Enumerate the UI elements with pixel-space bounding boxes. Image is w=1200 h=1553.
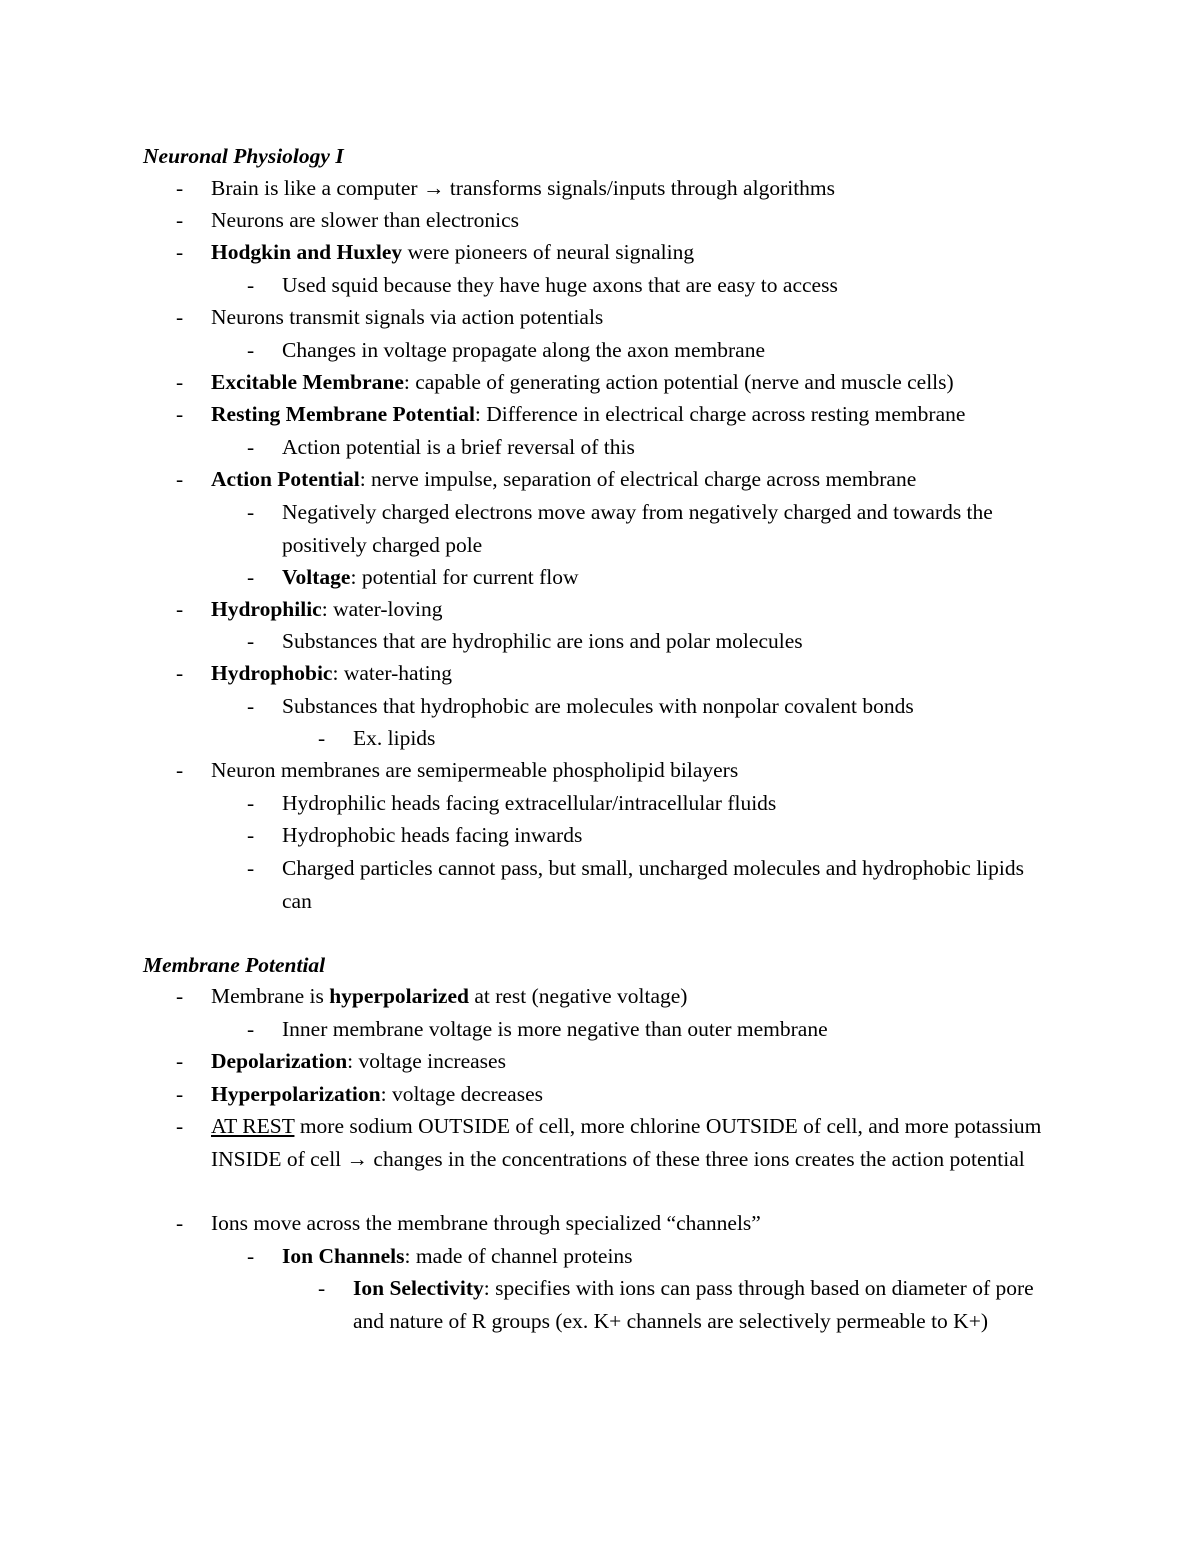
list-item-text: Voltage: potential for current flow bbox=[282, 565, 579, 589]
bullet-dash: - bbox=[247, 791, 255, 815]
bold-term: Hydrophilic bbox=[211, 597, 322, 621]
list-item-text: Ion Selectivity: specifies with ions can pass through based on diameter of pore and nature of R groups (ex. K+ channels are selectively permeable to K+) bbox=[353, 1276, 1034, 1333]
list-item-text: Membrane is hyperpolarized at rest (negative voltage) bbox=[211, 984, 688, 1008]
bullet-dash: - bbox=[176, 305, 184, 329]
bold-term: Ion Channels bbox=[282, 1244, 405, 1268]
bullet-dash: - bbox=[176, 208, 184, 232]
section-heading-neuronal-physiology: Neuronal Physiology I bbox=[143, 144, 344, 168]
bold-term: Hydrophobic bbox=[211, 661, 333, 685]
bullet-dash: - bbox=[176, 597, 184, 621]
list-item-text: Action Potential: nerve impulse, separation of electrical charge across membrane bbox=[211, 467, 917, 491]
bullet-dash: - bbox=[176, 402, 184, 426]
bullet-dash: - bbox=[176, 240, 184, 264]
list-item-text: Substances that are hydrophilic are ions and polar molecules bbox=[282, 629, 803, 653]
list-item-text: Action potential is a brief reversal of this bbox=[282, 435, 635, 459]
list-item-text: Neurons transmit signals via action potentials bbox=[211, 305, 604, 329]
list-item-text: Hydrophilic heads facing extracellular/intracellular fluids bbox=[282, 791, 777, 815]
bullet-dash: - bbox=[247, 629, 255, 653]
bullet-dash: - bbox=[247, 1017, 255, 1041]
bold-term: Hodgkin and Huxley bbox=[211, 240, 403, 264]
bullet-dash: - bbox=[176, 984, 184, 1008]
bullet-dash: - bbox=[247, 856, 255, 880]
list-item-text: Brain is like a computer → transforms signals/inputs through algorithms bbox=[211, 176, 836, 200]
list-item-text: Resting Membrane Potential: Difference in electrical charge across resting membrane bbox=[211, 402, 966, 426]
list-item-text: Hydrophilic: water-loving bbox=[211, 597, 443, 621]
list-item-text: Hydrophobic heads facing inwards bbox=[282, 823, 583, 847]
bold-term: Hyperpolarization bbox=[211, 1082, 381, 1106]
list-item-text: Negatively charged electrons move away from negatively charged and towards the positively charged pole bbox=[282, 500, 993, 557]
section-heading-membrane-potential: Membrane Potential bbox=[143, 953, 326, 977]
list-item-text: Inner membrane voltage is more negative than outer membrane bbox=[282, 1017, 828, 1041]
bullet-dash: - bbox=[176, 176, 184, 200]
bold-term: Voltage bbox=[282, 565, 351, 589]
list-item-text: Ex. lipids bbox=[353, 726, 436, 750]
bold-term: Ion Selectivity bbox=[353, 1276, 484, 1300]
bullet-dash: - bbox=[247, 338, 255, 362]
bullet-dash: - bbox=[247, 273, 255, 297]
list-item-text: Ion Channels: made of channel proteins bbox=[282, 1244, 633, 1268]
bold-term: hyperpolarized bbox=[329, 984, 469, 1008]
list-item-text: Substances that hydrophobic are molecules with nonpolar covalent bonds bbox=[282, 694, 914, 718]
bullet-dash: - bbox=[247, 500, 255, 524]
bullet-dash: - bbox=[176, 661, 184, 685]
bullet-dash: - bbox=[247, 435, 255, 459]
underlined-term: AT REST bbox=[211, 1114, 295, 1138]
bullet-dash: - bbox=[247, 823, 255, 847]
bold-term: Depolarization bbox=[211, 1049, 348, 1073]
bold-term: Action Potential bbox=[211, 467, 360, 491]
list-item-text: Changes in voltage propagate along the axon membrane bbox=[282, 338, 765, 362]
bullet-dash: - bbox=[318, 1276, 326, 1300]
list-item-text: Hodgkin and Huxley were pioneers of neural signaling bbox=[211, 240, 695, 264]
bullet-dash: - bbox=[176, 467, 184, 491]
bullet-dash: - bbox=[176, 1114, 184, 1138]
bold-term: Excitable Membrane bbox=[211, 370, 404, 394]
list-item-text: Charged particles cannot pass, but small, uncharged molecules and hydrophobic lipids can bbox=[282, 856, 1024, 913]
list-item-text: Hydrophobic: water-hating bbox=[211, 661, 453, 685]
bullet-dash: - bbox=[247, 565, 255, 589]
bullet-dash: - bbox=[176, 370, 184, 394]
bullet-dash: - bbox=[176, 1082, 184, 1106]
bullet-dash: - bbox=[247, 694, 255, 718]
list-item-text: Excitable Membrane: capable of generating action potential (nerve and muscle cells) bbox=[211, 370, 954, 394]
list-item-text: Neuron membranes are semipermeable phospholipid bilayers bbox=[211, 758, 739, 782]
list-item-text: AT REST more sodium OUTSIDE of cell, more chlorine OUTSIDE of cell, and more potassium INSIDE of cell → changes in the concentrations of these three ions creates the action potential bbox=[211, 1114, 1042, 1171]
bold-term: Resting Membrane Potential bbox=[211, 402, 475, 426]
bullet-dash: - bbox=[247, 1244, 255, 1268]
list-item-text: Neurons are slower than electronics bbox=[211, 208, 520, 232]
bullet-dash: - bbox=[176, 758, 184, 782]
list-item-text: Used squid because they have huge axons that are easy to access bbox=[282, 273, 838, 297]
bullet-dash: - bbox=[176, 1211, 184, 1235]
bullet-dash: - bbox=[176, 1049, 184, 1073]
bullet-dash: - bbox=[318, 726, 326, 750]
list-item-text: Depolarization: voltage increases bbox=[211, 1049, 506, 1073]
list-item-text: Ions move across the membrane through specialized “channels” bbox=[211, 1211, 761, 1235]
list-item-text: Hyperpolarization: voltage decreases bbox=[211, 1082, 543, 1106]
